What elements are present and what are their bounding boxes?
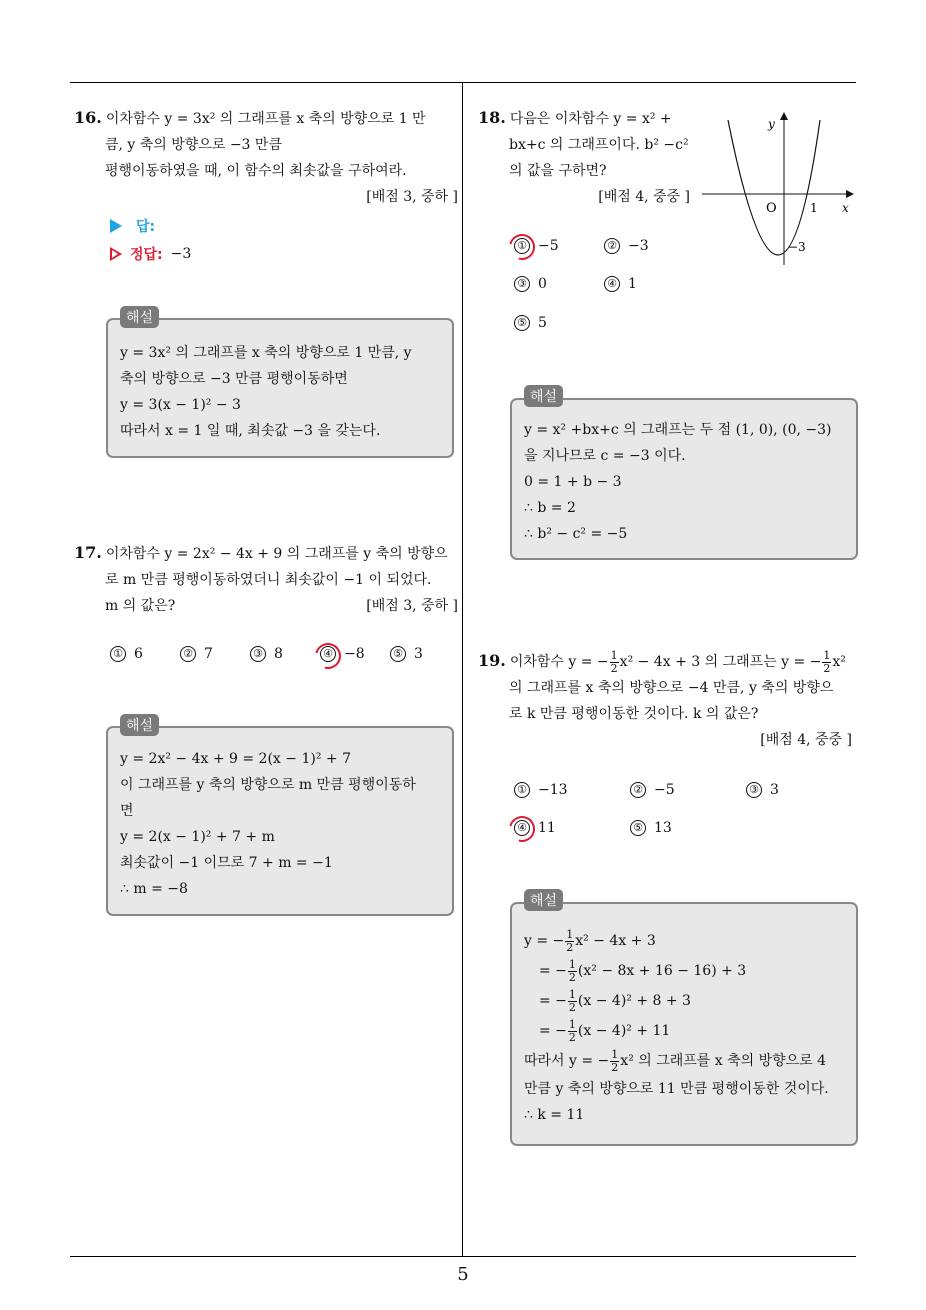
score-label: [배점 4, 중중 ] [598,189,690,205]
explanation-box-19: y = − $\frac{1}{2}$ x² − 4x + 3 = − $\frac{1}{2}$ (x² − 8x + 16 − 16) + 3 = − $\frac{1}{2}$ (x − 4)² + 8 + 3 = − $\frac{1}{2}$ (x − 4)² + 11 따라서 y = − $\frac{1}{2}$ x² 의 그래프를 x 축의 방향으로 4 만큼 y 축의 방향으로 11 만큼 평행이동한 것이다. ∴ k = 11 [510,902,858,1146]
explanation-line: ∴ b = 2 [524,500,576,516]
fraction: $\frac{1}{2}$ [610,648,618,675]
explanation-line: y = 3(x − 1)² − 3 [120,397,241,413]
explanation-line: 축의 방향으로 −3 만큼 평행이동하면 [120,371,348,387]
question-18 [478,105,690,210]
choice-4[interactable]: ④ 1 [604,276,637,292]
column-divider [462,82,463,1257]
choice-1[interactable]: ① 6 [110,646,143,662]
fraction: $\frac{1}{2}$ [611,1047,619,1074]
choice-5[interactable]: ⑤ 5 [514,315,547,331]
question-text-line2: 의 그래프를 x 축의 방향으로 −4 만큼, y 축의 방향으 [509,680,834,696]
question-text-line1: 이차함수 y = 3x² 의 그래프를 x 축의 방향으로 1 만 [105,111,426,127]
explanation-line: 만큼 y 축의 방향으로 11 만큼 평행이동한 것이다. [524,1081,829,1097]
question-text-line2: bx+c 의 그래프이다. b² −c² [509,137,689,153]
fraction: $\frac{1}{2}$ [823,648,831,675]
choice-5[interactable]: ⑤ 3 [390,646,423,662]
choice-2[interactable]: ② −3 [604,238,649,254]
graph-origin-label: O [766,201,777,216]
explanation-line: y = 3x² 의 그래프를 x 축의 방향으로 1 만큼, y [120,345,412,361]
graph-y-tick: −3 [788,240,806,254]
correct-value: −3 [170,246,192,262]
explanation-line: ∴ m = −8 [120,881,188,897]
parabola-graph [702,110,862,270]
question-text-line3: 로 k 만큼 평행이동한 것이다. k 의 값은? [509,706,759,722]
graph-x-label: x [842,201,849,215]
explanation-box-17 [106,726,454,916]
explanation-tag: 해설 [120,306,159,328]
choice-2[interactable]: ② −5 [630,782,675,798]
fraction: $\frac{1}{2}$ [568,1017,576,1044]
fraction: $\frac{1}{2}$ [568,957,576,984]
score-label: [배점 3, 중하 ] [366,189,458,205]
play-icon [110,219,122,233]
question-text-line2: 로 m 만큼 평행이동하였더니 최솟값이 −1 이 되었다. [105,572,432,588]
question-text-line1: 다음은 이차함수 y = x² + [509,111,672,127]
answer-row [110,216,155,236]
graph-y-label: y [768,117,775,131]
choice-5[interactable]: ⑤ 13 [630,820,672,836]
correct-mark [504,811,540,847]
score-label: [배점 3, 중하 ] [366,598,458,614]
choice-1[interactable]: ① −5 [514,238,559,254]
fraction: $\frac{1}{2}$ [566,927,574,954]
correct-mark [504,229,540,265]
bottom-rule [70,1256,856,1257]
page-number: 5 [457,1264,469,1285]
graph-x-tick: 1 [810,201,818,215]
explanation-tag: 해설 [524,385,563,407]
answer-label: 답: [136,219,156,235]
explanation-line: 면 [120,803,134,819]
question-number: 17. [74,543,102,562]
explanation-line: ∴ b² − c² = −5 [524,526,628,542]
question-17 [74,540,458,619]
correct-label: 정답: [130,247,163,263]
choice-4[interactable]: ④ −8 [320,646,365,662]
choice-1[interactable]: ① −13 [514,782,568,798]
question-text-line3: m 의 값은? [105,598,176,614]
correct-mark [310,638,346,674]
explanation-line: 최솟값이 −1 이므로 7 + m = −1 [120,855,333,871]
question-number: 18. [478,108,506,127]
choice-3[interactable]: ③ 8 [250,646,283,662]
question-number: 16. [74,108,102,127]
explanation-tag: 해설 [524,889,563,911]
explanation-box-18 [510,398,858,560]
explanation-line: y = x² +bx+c 의 그래프는 두 점 (1, 0), (0, −3) [524,422,832,438]
choice-4[interactable]: ④ 11 [514,820,556,836]
question-text-line1: 이차함수 y = 2x² − 4x + 9 의 그래프를 y 축의 방향으 [105,546,448,562]
question-16 [74,105,458,210]
explanation-line: 따라서 x = 1 일 때, 최솟값 −3 을 갖는다. [120,423,381,439]
explanation-line: y = 2(x − 1)² + 7 + m [120,829,275,845]
question-text-line2: 큼, y 축의 방향으로 −3 만큼 [105,137,282,153]
correct-answer-row [110,244,191,264]
explanation-line: ∴ k = 11 [524,1107,585,1123]
explanation-line: 0 = 1 + b − 3 [524,474,622,490]
choice-3[interactable]: ③ 3 [746,782,779,798]
explanation-line: 을 지나므로 c = −3 이다. [524,448,686,464]
question-number: 19. [478,651,506,670]
choice-2[interactable]: ② 7 [180,646,213,662]
explanation-line: y = 2x² − 4x + 9 = 2(x − 1)² + 7 [120,751,351,767]
explanation-tag: 해설 [120,714,159,736]
top-rule [70,82,856,83]
question-text-line3: 의 값을 구하면? [509,163,607,179]
question-19: 19. 이차함수 y = − $\frac{1}{2}$ x² − 4x + 3 의 그래프는 y = − $\frac{1}{2}$ x² 의 그래프를 x 축의 방향으로 −4 만큼, y 축의 방향으 로 k 만큼 평행이동한 것이다. k 의 값은? [배점 4, 중중 ] [478,648,858,753]
fraction: $\frac{1}{2}$ [568,987,576,1014]
explanation-box-16 [106,318,454,458]
play-outline-icon [110,247,122,261]
choice-3[interactable]: ③ 0 [514,276,547,292]
explanation-line: 이 그래프를 y 축의 방향으로 m 만큼 평행이동하 [120,777,416,793]
question-text-line3: 평행이동하였을 때, 이 함수의 최솟값을 구하여라. [105,163,407,179]
score-label: [배점 4, 중중 ] [760,732,852,748]
